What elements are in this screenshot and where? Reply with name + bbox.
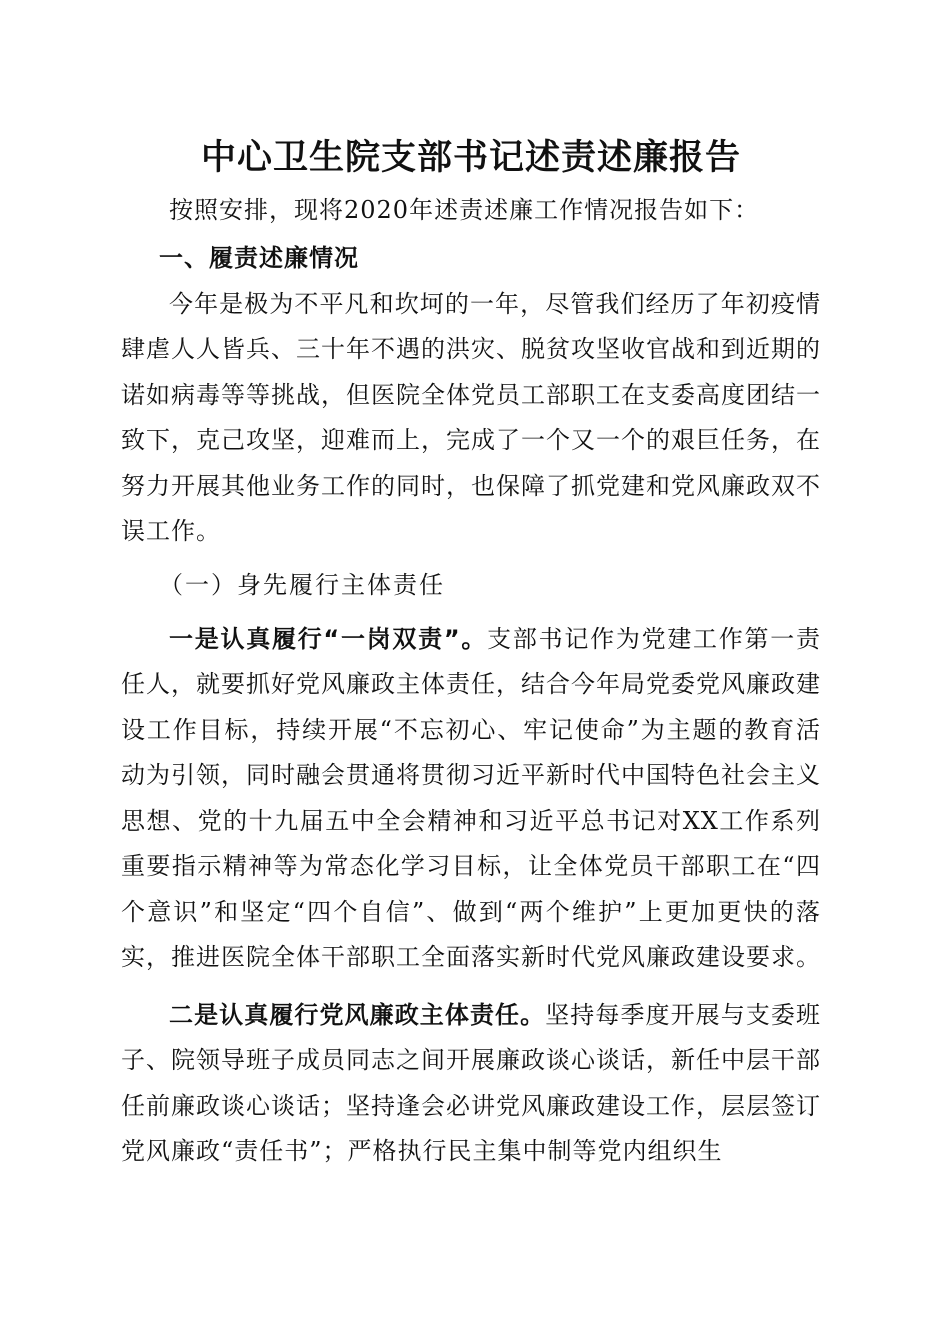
subsection-heading-1: （一）身先履行主体责任 — [159, 570, 445, 599]
document-title: 中心卫生院支部书记述责述廉报告 — [200, 137, 741, 178]
item-1-paragraph — [121, 617, 821, 981]
document-body — [121, 132, 821, 1175]
intro-paragraph: 按照安排，现将2020年述责述廉工作情况报告如下： — [169, 196, 760, 224]
item-2-lead: 二是认真履行党风廉政主体责任。 — [169, 1000, 546, 1029]
item-1-body: 支部书记作为党建工作第一责任人，就要抓好党风廉政主体责任，结合今年局党委党风廉政建设工作目标，持续开展“不忘初心、牢记使命”为主题的教育活动为引领，同时融会贯通将贯彻习近平新时代中国特色社会主义思想、党的十九届五中全会精神和习近平总书记对XX工作系列重要指示精神等为常态化学习目标，让全体党员干部职工在“四个意识”和坚定“四个自信”、做到“两个维护”上更加更快的落实，推进医院全体干部职工全面落实新时代党风廉政建设要求。 — [121, 624, 822, 971]
item-2-body: 坚持每季度开展与支委班子、院领导班子成员同志之间开展廉政谈心谈话，新任中层干部任前廉政谈心谈话；坚持逢会必讲党风廉政建设工作，层层签订党风廉政“责任书”；严格执行民主集中制等党内组织生 — [121, 1000, 822, 1165]
section-heading-1: 一、履责述廉情况 — [159, 243, 359, 272]
paragraph-1: 今年是极为不平凡和坎坷的一年，尽管我们经历了年初疫情肆虐人人皆兵、三十年不遇的洪灾、脱贫攻坚收官战和到近期的诺如病毒等等挑战，但医院全体党员工部职工在支委高度团结一致下，克己攻坚，迎难而上，完成了一个又一个的艰巨任务，在努力开展其他业务工作的同时，也保障了抓党建和党风廉政双不误工作。 — [121, 289, 821, 545]
item-2-paragraph — [121, 993, 821, 1175]
item-1-lead: 一是认真履行“一岗双责”。 — [169, 624, 488, 653]
